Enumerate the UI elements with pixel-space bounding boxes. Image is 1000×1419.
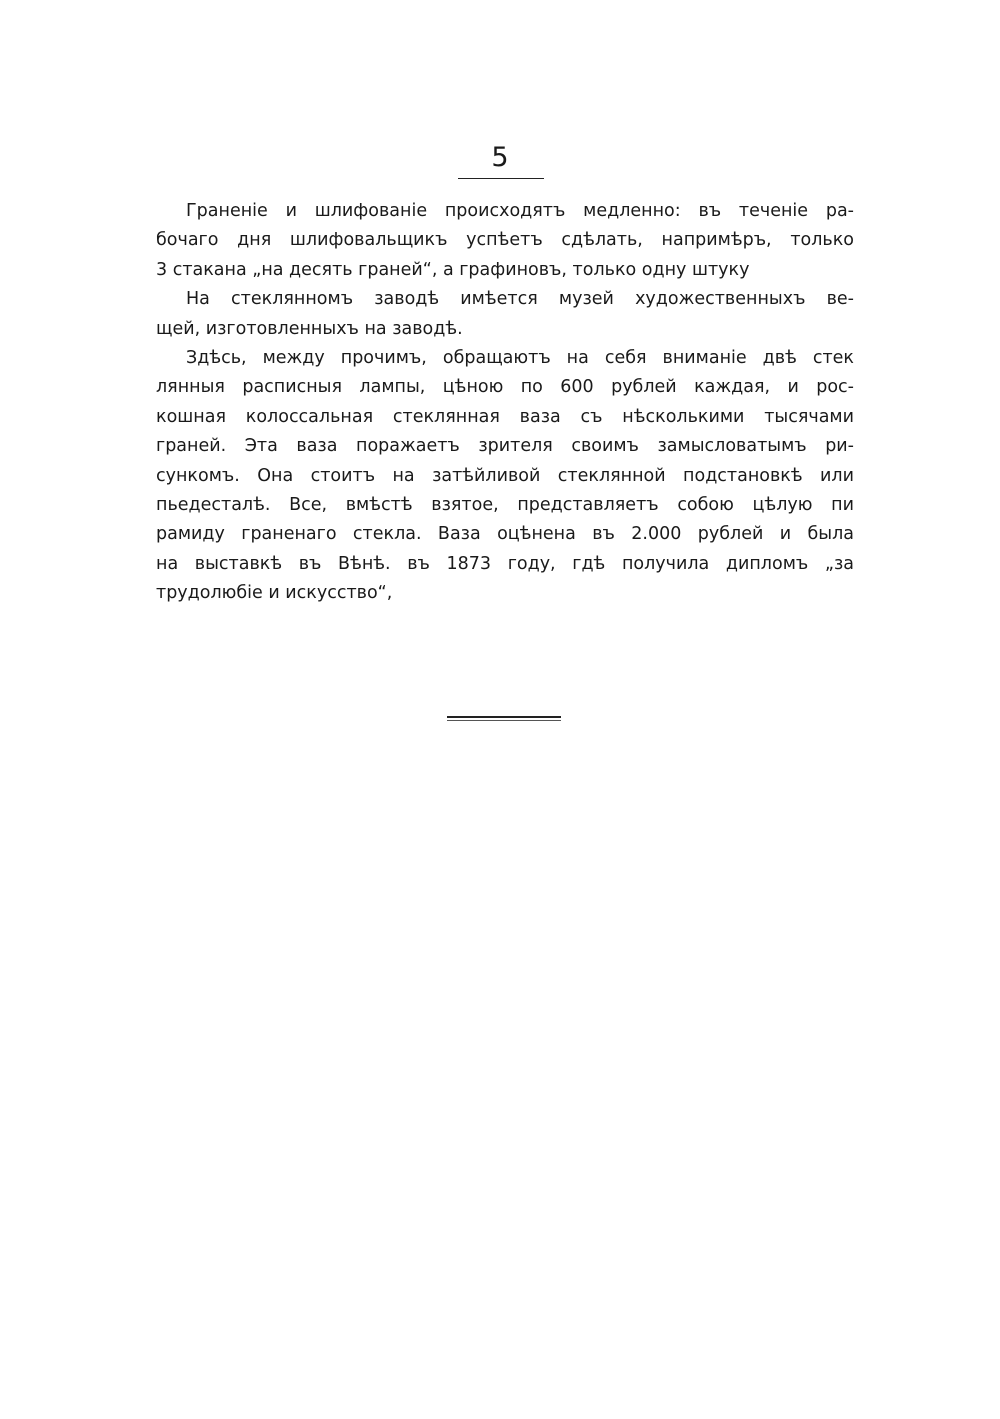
page-number-rule — [458, 178, 544, 179]
text-line: Граненіе и шлифованіе происходятъ медленно: въ теченіе ра- — [186, 201, 854, 221]
text-line: граней. Эта ваза поражаетъ зрителя своимъ замысловатымъ ри- — [156, 436, 854, 457]
text-line: сункомъ. Она стоитъ на затѣйливой стеклянной подстановкѣ или — [156, 465, 854, 486]
text-line: 3 стакана „на десять граней“, а графиновъ, только одну штуку — [156, 259, 750, 280]
text-line: кошная колоссальная стеклянная ваза съ нѣсколькими тысячами — [156, 406, 854, 427]
text-line: щей, изготовленныхъ на заводѣ. — [156, 318, 463, 339]
text-line: на выставкѣ въ Вѣнѣ. въ 1873 году, гдѣ получила дипломъ „за — [156, 553, 854, 574]
end-rule-thin — [447, 720, 561, 721]
end-ornament — [447, 716, 561, 721]
page-number: 5 — [491, 142, 509, 173]
paragraph-2 — [156, 285, 854, 344]
text-line: рамиду граненаго стекла. Ваза оцѣнена въ 2.000 рублей и была — [156, 524, 854, 545]
text-line: пьедесталѣ. Все, вмѣстѣ взятое, представляетъ собою цѣлую пи — [156, 494, 854, 515]
text-block — [156, 197, 854, 608]
text-line: Здѣсь, между прочимъ, обращаютъ на себя вниманіе двѣ стек — [186, 347, 854, 368]
text-line: бочаго дня шлифовальщикъ успѣетъ сдѣлать, напримѣръ, только — [156, 230, 854, 251]
paragraph-3 — [156, 344, 854, 609]
paragraph-1 — [156, 197, 854, 285]
end-rule-thick — [447, 716, 561, 718]
text-line: трудолюбіе и искусство“, — [156, 583, 393, 604]
text-line: На стеклянномъ заводѣ имѣется музей художественныхъ ве- — [186, 289, 854, 310]
text-line: лянныя расписныя лампы, цѣною по 600 рублей каждая, и рос- — [156, 377, 854, 398]
